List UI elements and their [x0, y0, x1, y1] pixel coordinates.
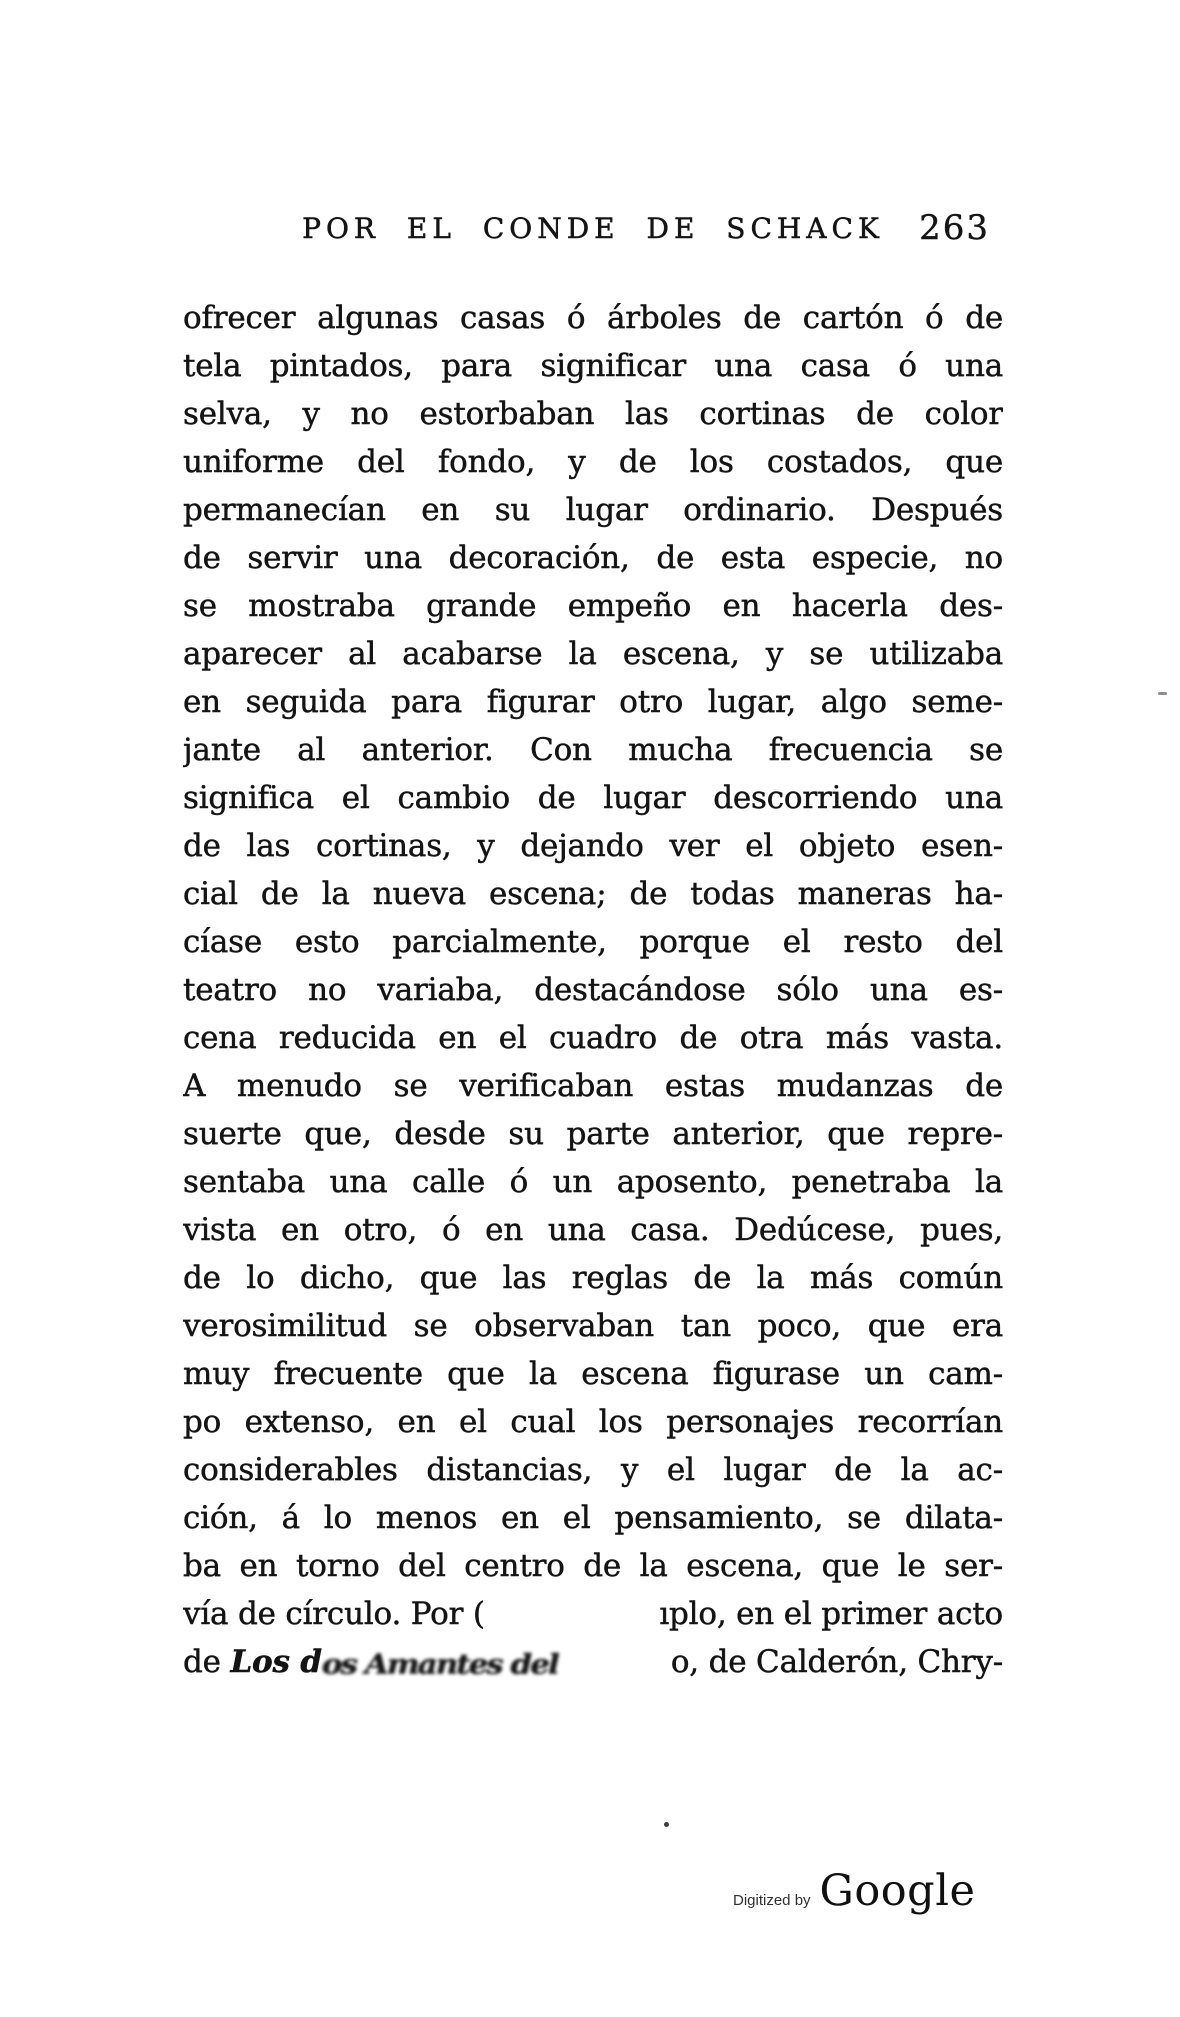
text-line: vista en otro, ó en una casa. Dedúcese, pues,	[183, 1212, 1003, 1248]
text-line: uniforme del fondo, y de los costados, que	[183, 444, 1003, 480]
text-line: de servir una decoración, de esta especie, no	[183, 540, 1003, 576]
text-line: selva, y no estorbaban las cortinas de color	[183, 396, 1003, 432]
body-text-block	[183, 294, 1003, 1686]
smudged-line-end: o, de Calderón, Chry-	[670, 1644, 1003, 1680]
text-line: considerables distancias, y el lugar de la ac-	[183, 1452, 1003, 1488]
text-line: po extenso, en el cual los personajes recorrían	[183, 1404, 1003, 1440]
text-lines	[183, 294, 1003, 1590]
text-line: de lo dicho, que las reglas de la más común	[183, 1260, 1003, 1296]
smudged-line-start-group	[183, 1638, 558, 1686]
watermark-label: Digitized by	[733, 1892, 811, 1909]
ink-speck	[664, 1822, 669, 1827]
text-line: permanecían en su lugar ordinario. Después	[183, 492, 1003, 528]
text-line: se mostraba grande empeño en hacerla des-	[183, 588, 1003, 624]
text-line: aparecer al acabarse la escena, y se utilizaba	[183, 636, 1003, 672]
smudged-line-start: de	[183, 1644, 231, 1680]
ink-smudge: os Amantes del	[321, 1649, 558, 1681]
text-line: A menudo se verificaban estas mudanzas de	[183, 1068, 1003, 1104]
book-title-visible: Los d	[230, 1644, 322, 1680]
running-head: POR EL CONDE DE SCHACK	[302, 212, 884, 245]
text-line: en seguida para figurar otro lugar, algo seme-	[183, 684, 1003, 720]
text-line: cíase esto parcialmente, porque el resto del	[183, 924, 1003, 960]
page-number: 263	[919, 208, 990, 248]
faded-text-line	[183, 1590, 1003, 1638]
text-line: de las cortinas, y dejando ver el objeto esen-	[183, 828, 1003, 864]
text-line: ba en torno del centro de la escena, que le ser-	[183, 1548, 1003, 1584]
text-line: jante al anterior. Con mucha frecuencia se	[183, 732, 1003, 768]
google-logo: Google	[819, 1866, 976, 1916]
faded-line-start: vía de círculo. Por (	[183, 1596, 485, 1632]
faded-line-end: ıplo, en el primer acto	[659, 1596, 1003, 1632]
text-line: ción, á lo menos en el pensamiento, se dilata-	[183, 1500, 1003, 1536]
digitization-watermark	[733, 1866, 975, 1916]
page-header	[183, 208, 1003, 256]
smudged-title-line	[183, 1638, 1003, 1686]
margin-ink-speck	[1158, 692, 1167, 695]
text-line: suerte que, desde su parte anterior, que repre-	[183, 1116, 1003, 1152]
text-line: verosimilitud se observaban tan poco, que era	[183, 1308, 1003, 1344]
text-line: cial de la nueva escena; de todas maneras ha-	[183, 876, 1003, 912]
text-line: teatro no variaba, destacándose sólo una es-	[183, 972, 1003, 1008]
text-line: ofrecer algunas casas ó árboles de cartón ó de	[183, 300, 1003, 336]
text-line: muy frecuente que la escena figurase un cam-	[183, 1356, 1003, 1392]
text-line: significa el cambio de lugar descorriendo una	[183, 780, 1003, 816]
text-line: tela pintados, para significar una casa ó una	[183, 348, 1003, 384]
text-line: sentaba una calle ó un aposento, penetraba la	[183, 1164, 1003, 1200]
text-line: cena reducida en el cuadro de otra más vasta.	[183, 1020, 1003, 1056]
